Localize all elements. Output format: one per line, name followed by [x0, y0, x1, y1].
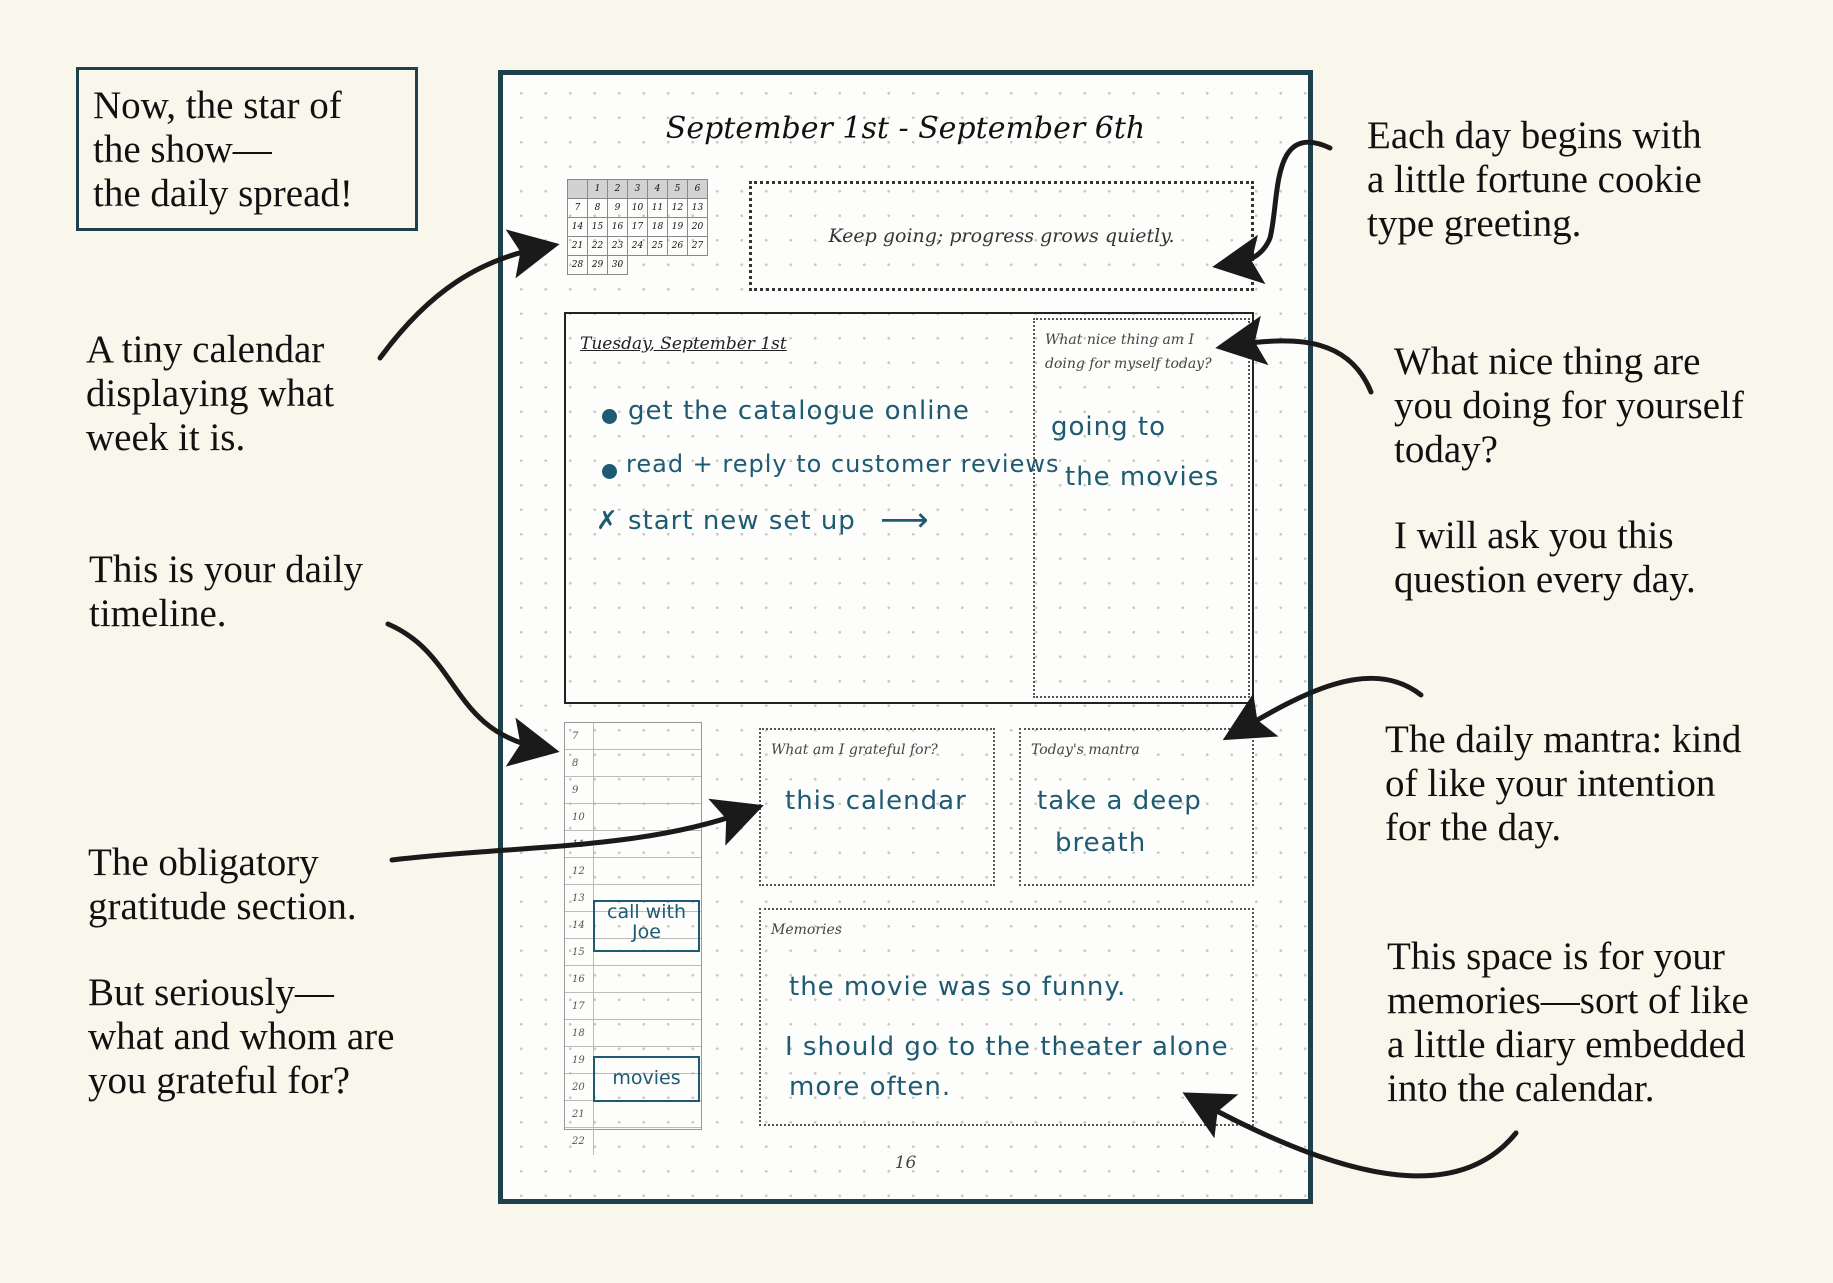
appointment-text: Joe [632, 921, 661, 943]
mini-calendar-cell: 19 [668, 218, 688, 237]
mini-calendar-cell: 3 [628, 180, 648, 199]
self-care-label-line: doing for myself today? [1045, 356, 1212, 372]
mini-calendar-cell: 11 [648, 199, 668, 218]
mini-calendar-cell: 28 [568, 256, 588, 275]
gratitude-note-gap [88, 929, 394, 971]
mantra-answer: breath [1055, 828, 1147, 858]
calendar-note-line: displaying what [86, 372, 335, 415]
mantra-note-line: of like your intention [1385, 762, 1716, 805]
mini-calendar-cell: 20 [688, 218, 708, 237]
mini-calendar-cell: 27 [688, 237, 708, 256]
hour-row [565, 750, 701, 777]
mini-calendar-cell: 25 [648, 237, 668, 256]
hour-row [565, 1128, 701, 1154]
hour-label: 14 [572, 920, 585, 931]
mantra-answer: take a deep [1037, 786, 1202, 816]
hour-label: 15 [572, 947, 585, 958]
mantra-note [1385, 718, 1741, 850]
hour-label: 20 [572, 1082, 585, 1093]
memories-box [759, 908, 1254, 1126]
day-label: Tuesday, September 1st [580, 334, 787, 354]
mini-calendar-cell: 8 [588, 199, 608, 218]
mini-calendar-cell: 9 [608, 199, 628, 218]
mini-calendar-cell [568, 180, 588, 199]
hour-row [565, 804, 701, 831]
mini-calendar-cell [648, 256, 668, 275]
mini-calendar [567, 179, 708, 275]
nice-thing-note-line: question every day. [1394, 558, 1696, 601]
hourly-timeline [564, 722, 702, 1147]
memories-note-line: into the calendar. [1387, 1067, 1655, 1110]
calendar-note-line: week it is. [86, 416, 246, 459]
gratitude-note [88, 841, 394, 1103]
hour-row [565, 858, 701, 885]
mini-calendar-cell: 10 [628, 199, 648, 218]
hour-label: 7 [572, 731, 579, 742]
self-care-label [1045, 328, 1212, 376]
memories-text: more often. [789, 1072, 952, 1102]
gratitude-label: What am I grateful for? [771, 742, 938, 758]
mantra-note-line: for the day. [1385, 806, 1562, 849]
mini-calendar-cell: 14 [568, 218, 588, 237]
mini-calendar-cell [628, 256, 648, 275]
timeline-note [89, 548, 363, 636]
memories-text: I should go to the theater alone [785, 1032, 1229, 1062]
self-care-box [1033, 318, 1250, 698]
greeting-note-line: Each day begins with [1367, 114, 1702, 157]
daily-task-box [564, 312, 1254, 704]
hour-label: 19 [572, 1055, 585, 1066]
gratitude-note-line: what and whom are [88, 1015, 395, 1058]
page-number: 16 [894, 1153, 917, 1173]
hour-label: 12 [572, 866, 585, 877]
hour-label: 9 [572, 785, 579, 796]
appointment-block [593, 900, 700, 952]
mini-calendar-cell [688, 256, 708, 275]
gratitude-note-line: you grateful for? [88, 1059, 351, 1102]
hour-label: 13 [572, 893, 585, 904]
mini-calendar-cell [668, 256, 688, 275]
memories-note-line: memories—sort of like [1387, 979, 1749, 1022]
mantra-note-line: The daily mantra: kind [1385, 718, 1742, 761]
mini-calendar-cell: 16 [608, 218, 628, 237]
task-done-mark: ✗ [596, 506, 619, 536]
mini-calendar-cell: 5 [668, 180, 688, 199]
intro-line: Now, the star of [93, 84, 342, 127]
task-item: get the catalogue online [628, 396, 970, 426]
planner-page [498, 70, 1313, 1204]
self-care-label-line: What nice thing am I [1045, 332, 1195, 348]
mini-calendar-cell: 30 [608, 256, 628, 275]
greeting-note [1367, 114, 1702, 246]
gratitude-box [759, 728, 995, 886]
mini-calendar-current-week [568, 180, 708, 199]
self-care-answer: going to [1051, 412, 1166, 442]
hour-row [565, 777, 701, 804]
hour-label: 22 [572, 1136, 585, 1147]
intro-note-box [76, 67, 418, 231]
task-item: read + reply to customer reviews [626, 450, 1060, 478]
intro-note [93, 84, 415, 216]
self-care-answer: the movies [1065, 462, 1220, 492]
nice-thing-note-line: you doing for yourself [1394, 384, 1744, 427]
mini-calendar-cell: 1 [588, 180, 608, 199]
arrow-right-icon: ⟶ [880, 500, 930, 540]
hour-row [565, 1101, 701, 1128]
nice-thing-note-line: What nice thing are [1394, 340, 1701, 383]
mini-calendar-cell: 13 [688, 199, 708, 218]
task-bullet [602, 464, 617, 479]
hour-label: 16 [572, 974, 585, 985]
memories-note-line: a little diary embedded [1387, 1023, 1746, 1066]
mini-calendar-cell: 4 [648, 180, 668, 199]
week-title: September 1st - September 6th [665, 111, 1146, 146]
hour-label: 18 [572, 1028, 585, 1039]
gratitude-note-line: The obligatory [88, 841, 319, 884]
fortune-greeting: Keep going; progress grows quietly. [749, 181, 1254, 291]
calendar-note-line: A tiny calendar [86, 328, 325, 371]
appointment-block: movies [593, 1056, 700, 1102]
hour-row [565, 993, 701, 1020]
mini-calendar-cell: 15 [588, 218, 608, 237]
appointment-text: call with [607, 901, 686, 923]
intro-line: the daily spread! [93, 172, 353, 215]
hour-row [565, 966, 701, 993]
calendar-note [86, 328, 334, 460]
task-bullet [602, 409, 617, 424]
nice-thing-note-line: I will ask you this [1394, 514, 1674, 557]
mini-calendar-cell: 22 [588, 237, 608, 256]
gratitude-answer: this calendar [785, 786, 967, 816]
mini-calendar-cell: 18 [648, 218, 668, 237]
mini-calendar-cell: 2 [608, 180, 628, 199]
task-item: start new set up [628, 506, 856, 536]
mini-calendar-cell: 21 [568, 237, 588, 256]
hour-label: 17 [572, 1001, 585, 1012]
hour-label: 11 [572, 839, 585, 850]
memories-label: Memories [771, 922, 842, 938]
mini-calendar-cell: 17 [628, 218, 648, 237]
nice-thing-note-line: today? [1394, 428, 1498, 471]
hour-label: 8 [572, 758, 579, 769]
gratitude-note-line: gratitude section. [88, 885, 357, 928]
hour-row [565, 1020, 701, 1047]
hour-label: 21 [572, 1109, 585, 1120]
mini-calendar-cell: 23 [608, 237, 628, 256]
mantra-label: Today's mantra [1031, 742, 1140, 758]
mini-calendar-cell: 7 [568, 199, 588, 218]
mini-calendar-cell: 12 [668, 199, 688, 218]
greeting-note-line: type greeting. [1367, 202, 1582, 245]
mini-calendar-cell: 24 [628, 237, 648, 256]
nice-thing-note-gap [1394, 472, 1744, 514]
mini-calendar-cell: 26 [668, 237, 688, 256]
mini-calendar-cell: 29 [588, 256, 608, 275]
memories-note-line: This space is for your [1387, 935, 1725, 978]
timeline-note-line: This is your daily [89, 548, 364, 591]
memories-text: the movie was so funny. [789, 972, 1127, 1002]
hour-row [565, 831, 701, 858]
greeting-note-line: a little fortune cookie [1367, 158, 1702, 201]
mini-calendar-cell: 6 [688, 180, 708, 199]
hour-label: 10 [572, 812, 585, 823]
nice-thing-note [1394, 340, 1744, 602]
gratitude-note-line: But seriously— [88, 971, 334, 1014]
timeline-note-line: timeline. [89, 592, 227, 635]
mantra-box [1019, 728, 1254, 886]
memories-note [1387, 935, 1749, 1111]
hour-row [565, 723, 701, 750]
intro-line: the show— [93, 128, 272, 171]
